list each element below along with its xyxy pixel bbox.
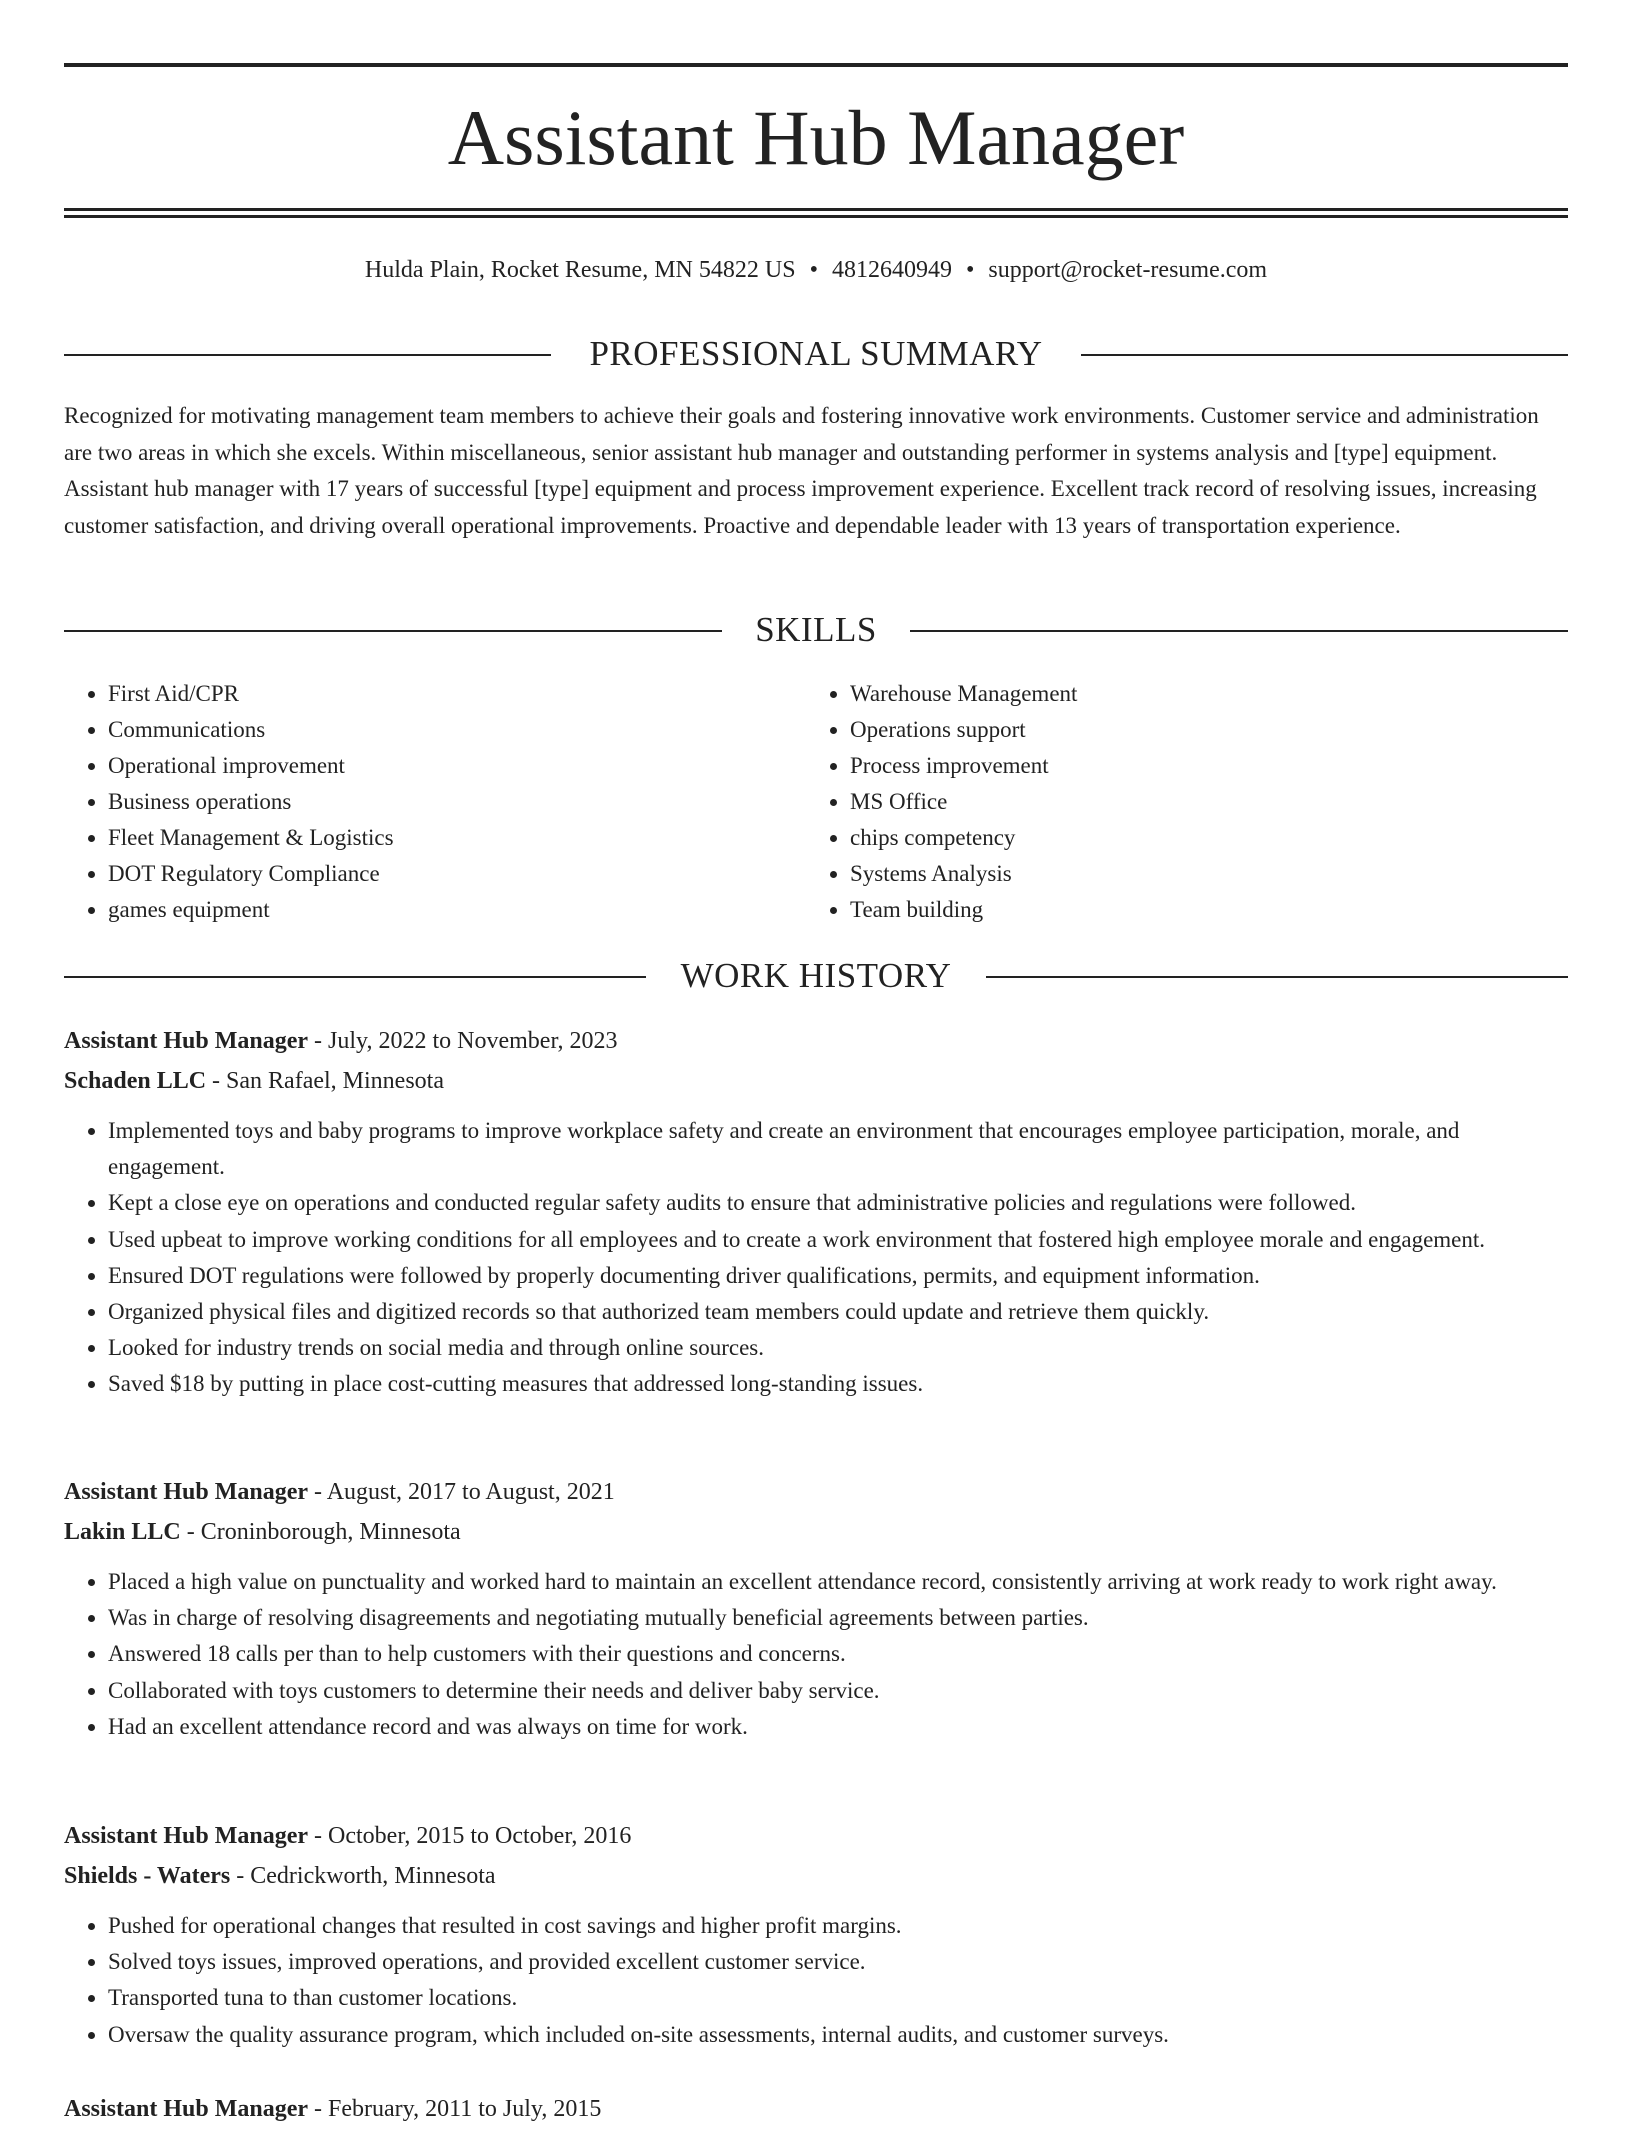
job-bullet: • Collaborated with toys customers to determine their needs and deliver baby service.	[108, 1673, 1568, 1709]
job-bullet: • Looked for industry trends on social media and through online sources.	[108, 1330, 1568, 1366]
skill-item: • Fleet Management & Logistics	[108, 820, 808, 856]
job-company-line	[64, 1512, 1568, 1552]
skill-item: • Business operations	[108, 784, 808, 820]
contact-separator: •	[965, 257, 975, 283]
job-bullets	[64, 1113, 1568, 1403]
job-dates: - July, 2022 to November, 2023	[308, 1028, 618, 1054]
contact-phone: 4812640949	[831, 257, 952, 283]
skill-item: • First Aid/CPR	[108, 676, 808, 712]
job-company: Lakin LLC	[64, 1519, 181, 1545]
job-dates: - October, 2015 to October, 2016	[308, 1823, 632, 1849]
job-title: Assistant Hub Manager	[64, 1823, 309, 1849]
job-location: - San Rafael, Minnesota	[206, 1068, 444, 1094]
skills-heading-label: SKILLS	[755, 610, 877, 649]
skill-item: • Warehouse Management	[850, 676, 1550, 712]
summary-section-heading	[64, 334, 1568, 374]
job-bullet: • Was in charge of resolving disagreements and negotiating mutually beneficial agreements between parties.	[108, 1600, 1568, 1636]
job-bullets	[64, 1908, 1568, 2053]
job-title-line	[64, 1472, 1568, 1512]
job-bullet: • Had an excellent attendance record and was always on time for work.	[108, 1709, 1568, 1745]
job-company-line	[64, 1061, 1568, 1101]
job-entry	[64, 2089, 1568, 2129]
job-entry	[64, 1816, 1568, 2053]
job-bullet: • Pushed for operational changes that resulted in cost savings and higher profit margins.	[108, 1908, 1568, 1944]
work-heading-label: WORK HISTORY	[680, 956, 952, 995]
header-top-rule	[64, 63, 1568, 67]
job-title: Assistant Hub Manager	[64, 1028, 309, 1054]
job-bullet: • Organized physical files and digitized records so that authorized team members could update and retrieve them quickly.	[108, 1294, 1568, 1330]
skills-column-left	[64, 676, 808, 928]
job-bullet: • Implemented toys and baby programs to improve workplace safety and create an environment that encourages employee participation, morale, and engagement.	[108, 1113, 1568, 1185]
skills-section-heading	[64, 610, 1568, 650]
job-bullet: • Oversaw the quality assurance program, which included on-site assessments, internal audits, and customer surveys.	[108, 2017, 1568, 2053]
work-section-heading	[64, 956, 1568, 996]
job-title: Assistant Hub Manager	[64, 2096, 309, 2122]
job-bullet: • Answered 18 calls per than to help customers with their questions and concerns.	[108, 1636, 1568, 1672]
skills-column-right	[806, 676, 1550, 928]
skill-item: • Operations support	[850, 712, 1550, 748]
summary-text: Recognized for motivating management team members to achieve their goals and fostering innovative work environments. Customer service and administration are two areas in which she excels. Within miscellaneous, senior assistant hub manager and outstanding performer in systems analysis and [type] equipment. Assistant hub manager with 17 years of successful [type] equipment and process improvement experience. Excellent track record of resolving issues, increasing customer satisfaction, and driving overall operational improvements. Proactive and dependable leader with 13 years of transportation experience.	[64, 403, 1539, 538]
skill-item: • Team building	[850, 892, 1550, 928]
job-bullet: • Transported tuna to than customer locations.	[108, 1980, 1568, 2016]
job-bullet: • Ensured DOT regulations were followed by properly documenting driver qualifications, permits, and equipment information.	[108, 1258, 1568, 1294]
job-company: Shields - Waters	[64, 1863, 231, 1889]
job-location: - Croninborough, Minnesota	[180, 1519, 461, 1545]
job-entry	[64, 1021, 1568, 1403]
job-bullet: • Placed a high value on punctuality and worked hard to maintain an excellent attendance record, consistently arriving at work ready to work right away.	[108, 1564, 1568, 1600]
contact-separator: •	[809, 257, 818, 283]
skill-item: • Process improvement	[850, 748, 1550, 784]
job-bullet: • Kept a close eye on operations and conducted regular safety audits to ensure that administrative policies and regulations were followed.	[108, 1185, 1568, 1221]
skill-item: • Systems Analysis	[850, 856, 1550, 892]
job-company-line	[64, 1856, 1568, 1896]
contact-email: support@rocket-resume.com	[988, 257, 1268, 283]
job-bullet: • Solved toys issues, improved operations, and provided excellent customer service.	[108, 1944, 1568, 1980]
resume-title: Assistant Hub Manager	[447, 94, 1185, 181]
job-dates: - August, 2017 to August, 2021	[308, 1479, 615, 1505]
job-bullets	[64, 1564, 1568, 1745]
job-title-line	[64, 2089, 1568, 2129]
skill-item: • MS Office	[850, 784, 1550, 820]
job-title-line	[64, 1021, 1568, 1061]
header-double-rule	[64, 208, 1568, 218]
job-location: - Cedrickworth, Minnesota	[230, 1863, 496, 1889]
contact-line	[64, 254, 1568, 286]
job-title: Assistant Hub Manager	[64, 1479, 309, 1505]
skill-item: • DOT Regulatory Compliance	[108, 856, 808, 892]
job-dates: - February, 2011 to July, 2015	[308, 2096, 602, 2122]
job-entry	[64, 1472, 1568, 1745]
summary-heading-label: PROFESSIONAL SUMMARY	[589, 334, 1043, 373]
contact-address: Hulda Plain, Rocket Resume, MN 54822 US	[364, 257, 796, 283]
skill-item: • chips competency	[850, 820, 1550, 856]
skill-item: • games equipment	[108, 892, 808, 928]
job-company: Schaden LLC	[64, 1068, 207, 1094]
job-bullet: • Saved $18 by putting in place cost-cutting measures that addressed long-standing issues.	[108, 1366, 1568, 1402]
job-bullet: • Used upbeat to improve working conditions for all employees and to create a work environment that fostered high employee morale and engagement.	[108, 1222, 1568, 1258]
skill-item: • Operational improvement	[108, 748, 808, 784]
skill-item: • Communications	[108, 712, 808, 748]
job-title-line	[64, 1816, 1568, 1856]
